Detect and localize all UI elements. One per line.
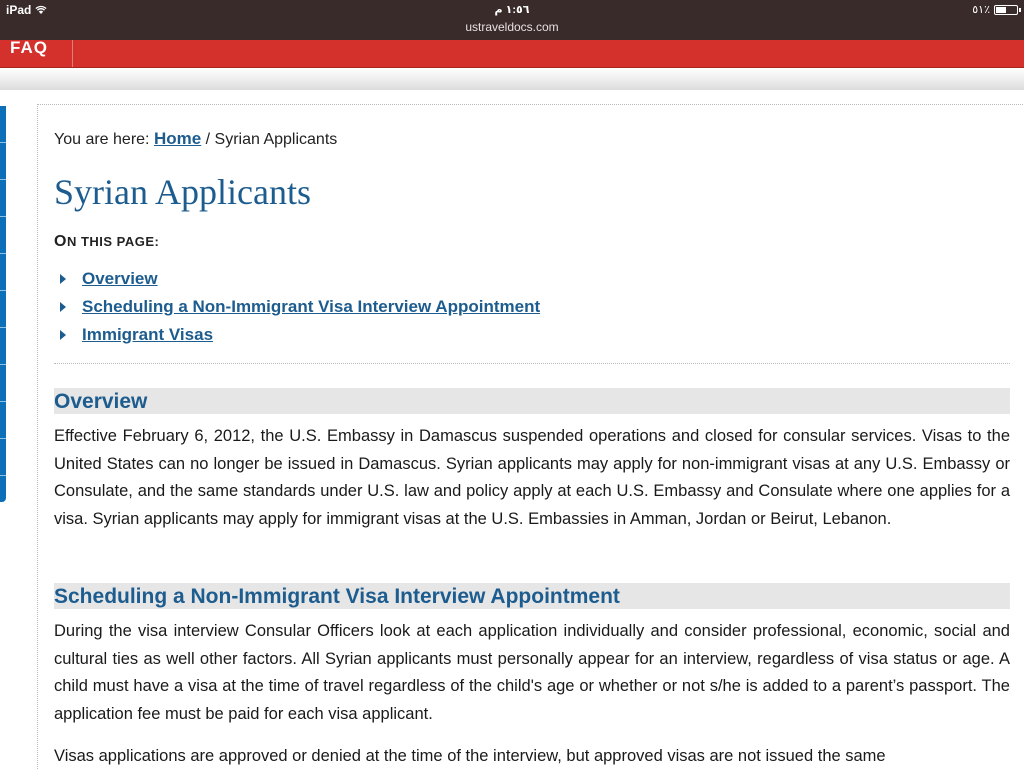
on-this-page-initial: O (54, 233, 67, 250)
toc-item (54, 265, 540, 293)
battery-percent: ٥١٪ (972, 4, 990, 16)
toc-item (54, 321, 540, 349)
main-nav-bar (0, 40, 1024, 68)
nav-item-faq[interactable]: FAQ (10, 38, 48, 57)
toc-link-scheduling[interactable]: Scheduling a Non-Immigrant Visa Interview Appointment (82, 297, 541, 316)
breadcrumb-home-link[interactable]: Home (153, 129, 202, 148)
breadcrumb-prefix: You are here: (54, 131, 150, 148)
url-bar[interactable]: ustraveldocs.com (465, 20, 559, 34)
on-this-page-label (54, 233, 159, 251)
toc-divider (54, 363, 1010, 364)
battery-icon (994, 5, 1018, 15)
status-right (972, 3, 1018, 16)
sub-nav-bar (0, 68, 1024, 90)
scheduling-paragraph-2: Visas applications are approved or denied at the time of the interview, but approved visas are not issued the same (54, 747, 886, 765)
breadcrumb-separator: / (205, 131, 211, 148)
nav-divider (72, 40, 73, 67)
toc-link-immigrant-visas[interactable]: Immigrant Visas (82, 325, 214, 344)
scheduling-paragraph: During the visa interview Consular Officers look at each application individually and consider professional, economic, social and cultural ties as well other factors. All Syrian applicants must personally appear for an interview, regardless of visa status or age. A child must have a visa at the time of travel regardless of the child's age or whether or not s/he is added to a parent’s passport. The application fee must be paid for each visa applicant. (54, 622, 1010, 723)
overview-paragraph: Effective February 6, 2012, the U.S. Embassy in Damascus suspended operations and closed for consular services. Visas to the United States can no longer be issued in Damascus. Syrian applicants may apply for non-immigrant visas at any U.S. Embassy or Consulate, and the same standards under U.S. law and policy apply at each U.S. Embassy and Consulate where one applies for a visa. Syrian applicants may apply for immigrant visas at the U.S. Embassies in Amman, Jordan or Beirut, Lebanon. (54, 427, 1010, 528)
sidebar-edge[interactable] (0, 106, 6, 502)
page-toc (54, 265, 540, 349)
page-title: Syrian Applicants (54, 172, 311, 212)
status-time: ١:٥٦ م (494, 4, 530, 16)
status-bar (0, 0, 1024, 40)
section-heading-scheduling: Scheduling a Non-Immigrant Visa Interview Appointment (54, 583, 1010, 609)
triangle-right-icon (60, 302, 66, 312)
content-panel (37, 104, 1024, 769)
section-heading-overview: Overview (54, 388, 1010, 414)
breadcrumb (54, 129, 337, 149)
breadcrumb-current: Syrian Applicants (214, 131, 338, 148)
triangle-right-icon (60, 330, 66, 340)
toc-item (54, 293, 540, 321)
device-name: iPad (6, 3, 32, 17)
on-this-page-rest: N THIS PAGE: (66, 234, 160, 249)
triangle-right-icon (60, 274, 66, 284)
toc-link-overview[interactable]: Overview (82, 269, 158, 288)
